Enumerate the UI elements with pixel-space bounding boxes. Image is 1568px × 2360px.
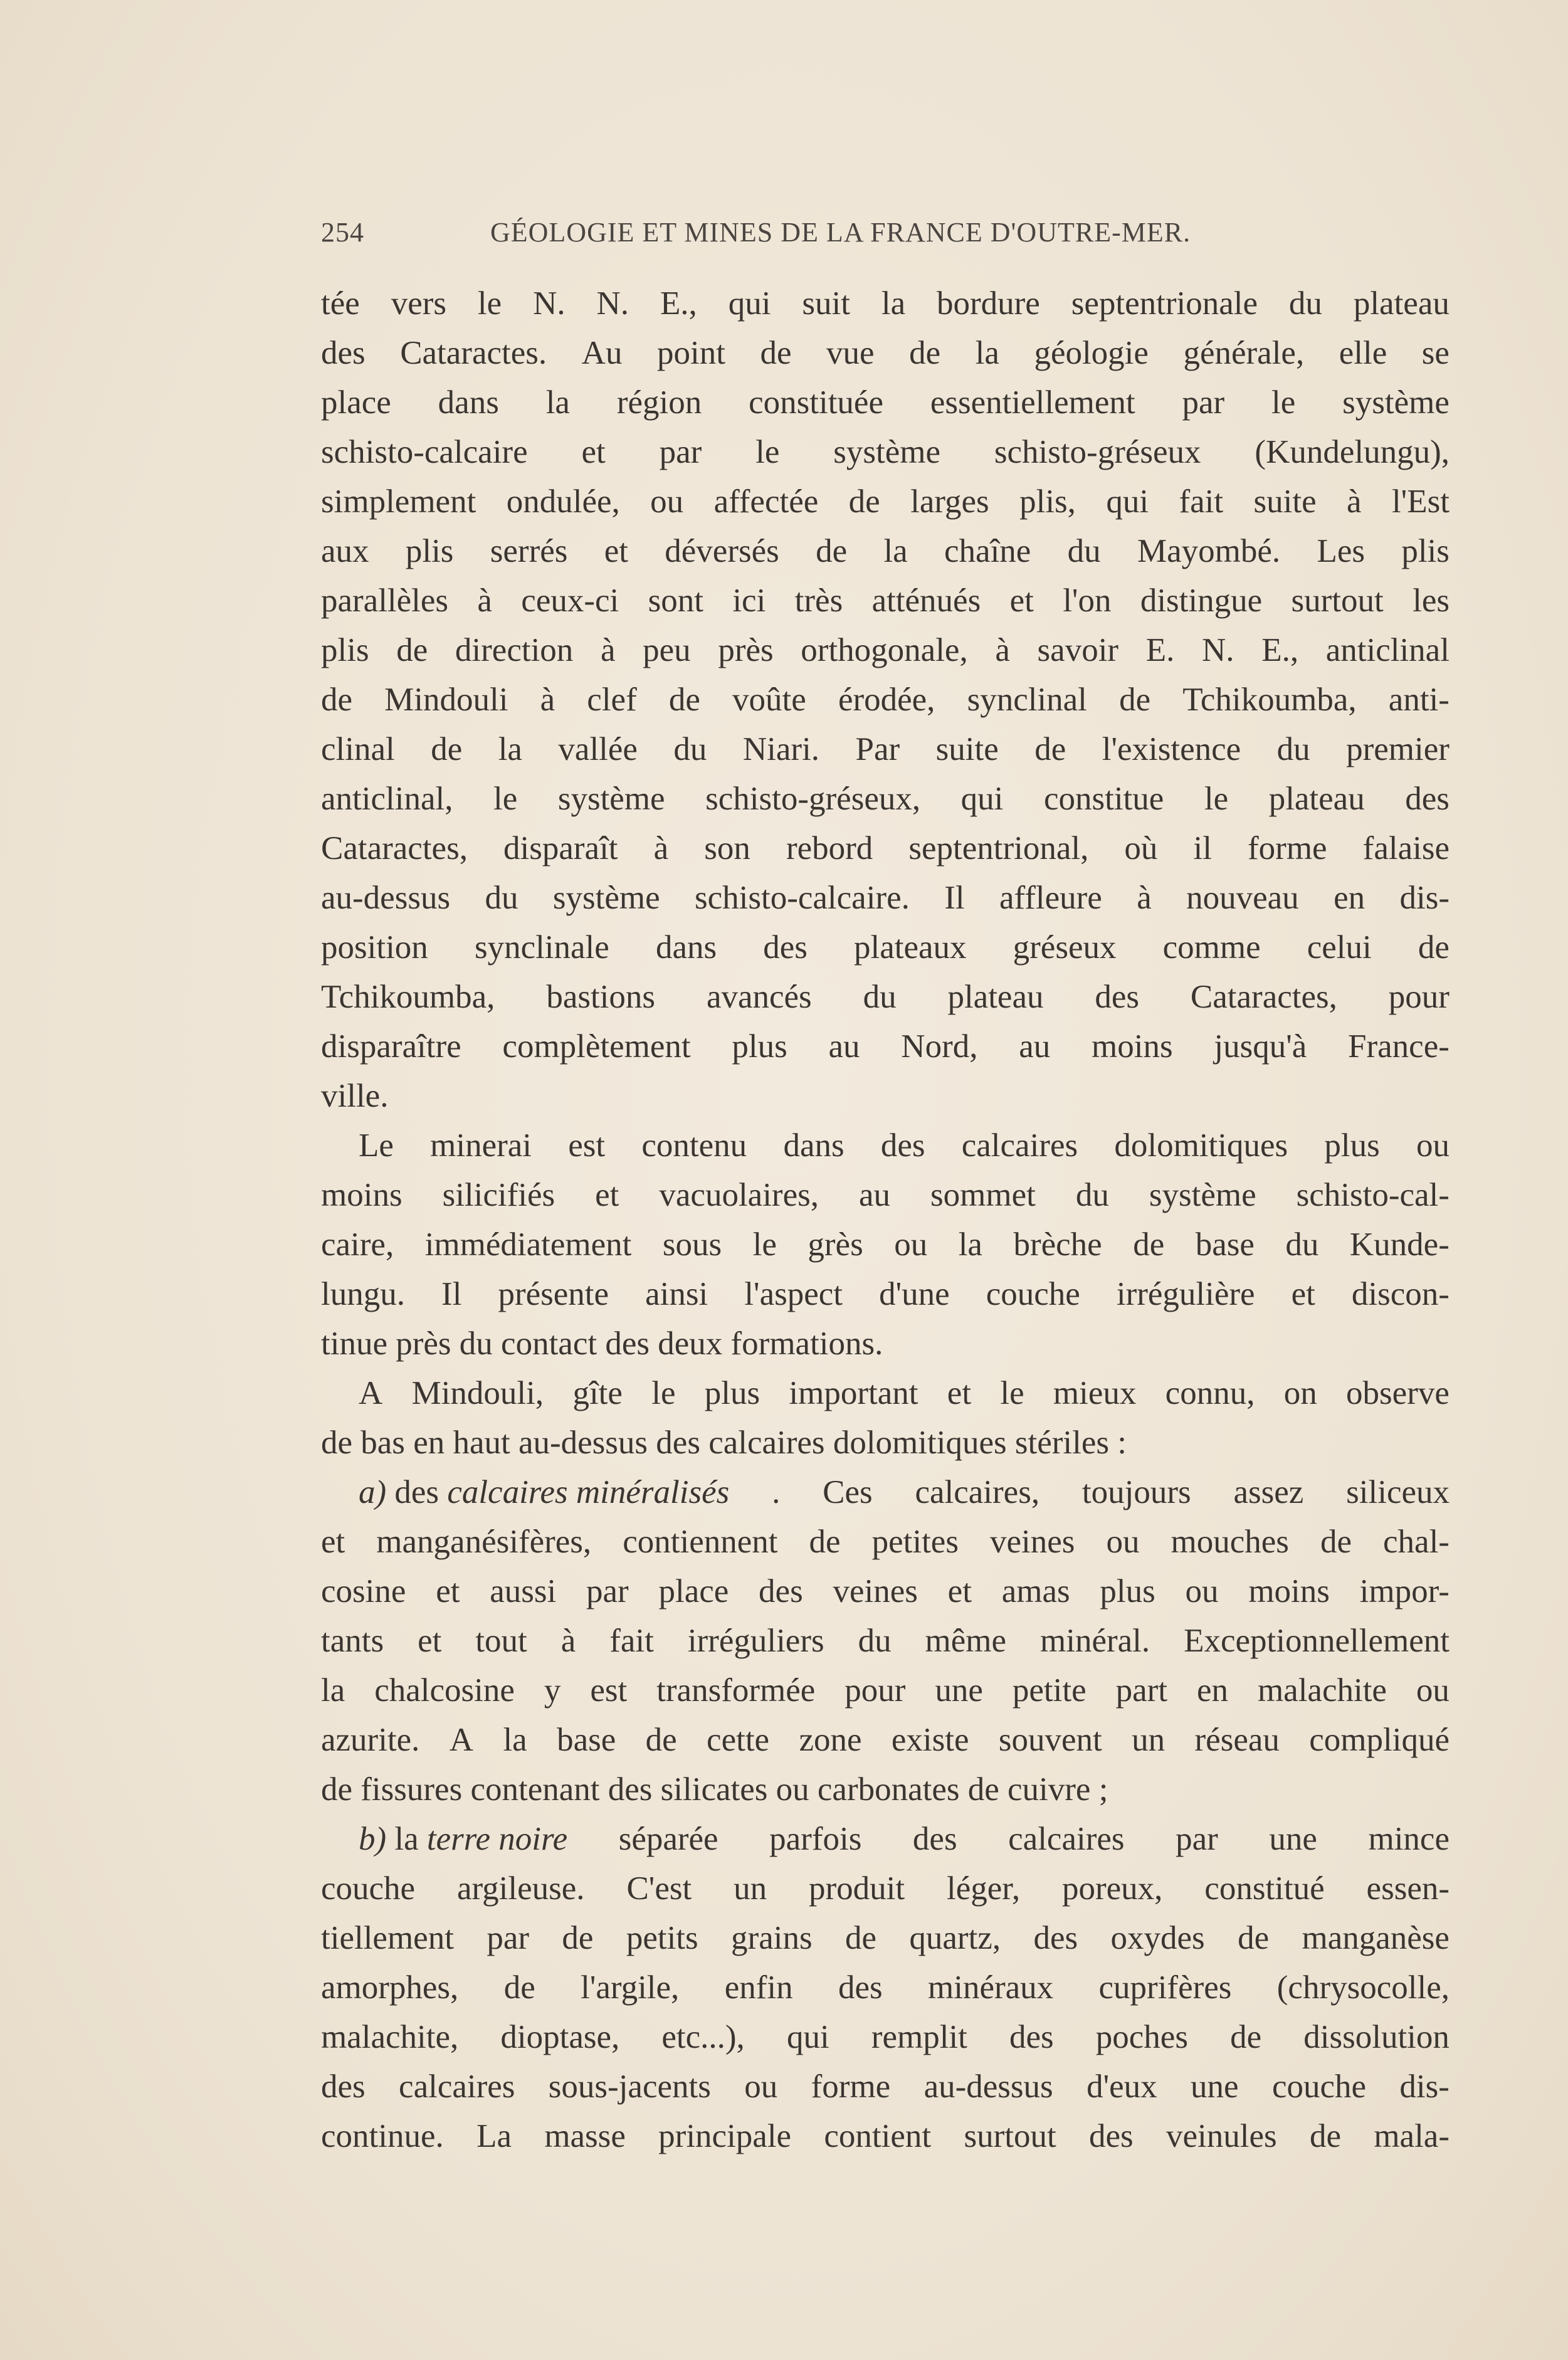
- text-line: A Mindouli, gîte le plus important et le mieux connu, on observe: [359, 1375, 1450, 1411]
- text-line: caire, immédiatement sous le grès ou la brèche de base du Kunde-: [321, 1226, 1450, 1263]
- text-line: de bas en haut au-dessus des calcaires dolomitiques stériles :: [321, 1425, 1127, 1461]
- text-line: disparaître complètement plus au Nord, au moins jusqu'à France-: [321, 1028, 1450, 1065]
- text-line: parallèles à ceux-ci sont ici très atténués et l'on distingue surtout les: [321, 582, 1450, 619]
- text-line: malachite, dioptase, etc...), qui remplit des poches de dissolution: [321, 2019, 1450, 2055]
- text-line: place dans la région constituée essentiellement par le système: [321, 384, 1450, 421]
- text-line: plis de direction à peu près orthogonale, à savoir E. N. E., anticlinal: [321, 632, 1450, 668]
- italic-term: calcaires minéralisés: [447, 1474, 730, 1510]
- italic-term: terre noire: [426, 1821, 568, 1857]
- text-line: azurite. A la base de cette zone existe souvent un réseau compliqué: [321, 1722, 1450, 1758]
- text-line: Tchikoumba, bastions avancés du plateau des Cataractes, pour: [321, 979, 1450, 1015]
- text-line: des calcaires sous-jacents ou forme au-dessus d'eux une couche dis-: [321, 2068, 1450, 2105]
- text-line: position synclinale dans des plateaux gréseux comme celui de: [321, 929, 1450, 966]
- text-line: a) des calcaires minéralisés . Ces calcaires, toujours assez siliceux: [359, 1474, 1450, 1510]
- text-line: amorphes, de l'argile, enfin des minéraux cuprifères (chrysocolle,: [321, 1969, 1450, 2006]
- page-number: 254: [321, 217, 364, 248]
- text-line: moins silicifiés et vacuolaires, au sommet du système schisto-cal-: [321, 1177, 1450, 1213]
- text-line: couche argileuse. C'est un produit léger, poreux, constitué essen-: [321, 1870, 1450, 1907]
- text-line: de fissures contenant des silicates ou carbonates de cuivre ;: [321, 1771, 1108, 1808]
- text-line: aux plis serrés et déversés de la chaîne du Mayombé. Les plis: [321, 533, 1450, 569]
- text-line: et manganésifères, contiennent de petites veines ou mouches de chal-: [321, 1524, 1450, 1560]
- text-line: de Mindouli à clef de voûte érodée, synclinal de Tchikoumba, anti-: [321, 682, 1450, 718]
- text-line: Cataractes, disparaît à son rebord septentrional, où il forme falaise: [321, 830, 1450, 867]
- text-line: lungu. Il présente ainsi l'aspect d'une couche irrégulière et discon-: [321, 1276, 1450, 1312]
- text-line: tiellement par de petits grains de quartz, des oxydes de manganèse: [321, 1920, 1450, 1956]
- item-label: a): [359, 1474, 387, 1510]
- text-line: la chalcosine y est transformée pour une petite part en malachite ou: [321, 1672, 1450, 1709]
- text-line: schisto-calcaire et par le système schisto-gréseux (Kundelungu),: [321, 434, 1450, 470]
- running-title: GÉOLOGIE ET MINES DE LA FRANCE D'OUTRE-MER.: [490, 217, 1191, 248]
- text-line: continue. La masse principale contient surtout des veinules de mala-: [321, 2118, 1450, 2154]
- text-line: clinal de la vallée du Niari. Par suite de l'existence du premier: [321, 731, 1450, 767]
- text-line: anticlinal, le système schisto-gréseux, qui constitue le plateau des: [321, 781, 1450, 817]
- text-line: tinue près du contact des deux formations.: [321, 1325, 883, 1362]
- text-line: ville.: [321, 1078, 389, 1114]
- text-line: cosine et aussi par place des veines et amas plus ou moins impor-: [321, 1573, 1450, 1609]
- text-line: Le minerai est contenu dans des calcaires dolomitiques plus ou: [359, 1127, 1450, 1164]
- text-line: b) la terre noire séparée parfois des calcaires par une mince: [359, 1821, 1450, 1857]
- text-line: au-dessus du système schisto-calcaire. Il affleure à nouveau en dis-: [321, 880, 1450, 916]
- text-line: des Cataractes. Au point de vue de la géologie générale, elle se: [321, 335, 1450, 371]
- text-line: tée vers le N. N. E., qui suit la bordure septentrionale du plateau: [321, 285, 1450, 322]
- text-line: simplement ondulée, ou affectée de larges plis, qui fait suite à l'Est: [321, 483, 1450, 520]
- text-line: tants et tout à fait irréguliers du même minéral. Exceptionnellement: [321, 1623, 1450, 1659]
- item-label: b): [359, 1821, 387, 1857]
- body-text: [321, 279, 1450, 2161]
